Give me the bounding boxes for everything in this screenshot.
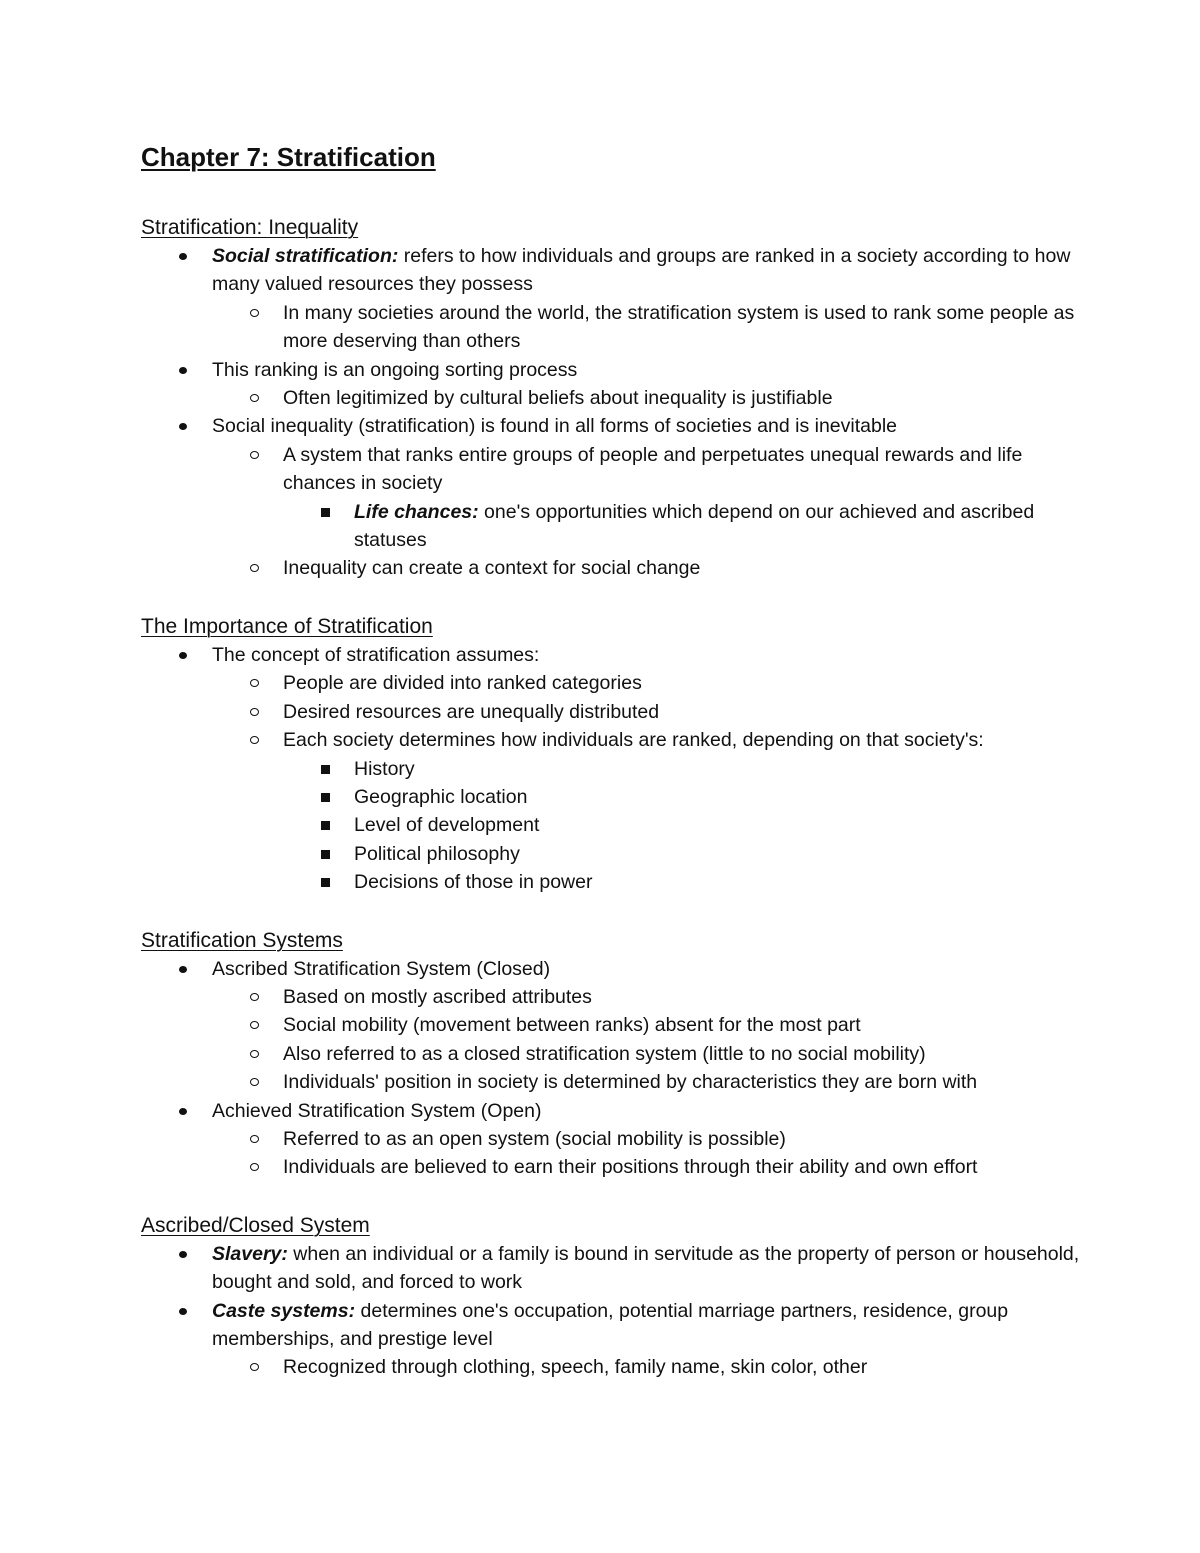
- bullet-list-level-3: [283, 498, 1081, 555]
- list-item: [141, 641, 1081, 897]
- bullet-list-level-1: [141, 1240, 1081, 1382]
- list-item-text: when an individual or a family is bound in servitude as the property of person or household, bought and sold, and forced to work: [212, 1242, 1080, 1294]
- list-item-text: Also referred to as a closed stratification system (little to no social mobility): [283, 1042, 926, 1065]
- list-item-text: Recognized through clothing, speech, family name, skin color, other: [283, 1356, 868, 1379]
- document-page: [141, 140, 1081, 1382]
- section: [141, 214, 1081, 583]
- list-item-text: Individuals' position in society is determined by characteristics they are born with: [283, 1071, 978, 1094]
- list-item: [212, 1040, 1081, 1068]
- list-item-text: refers to how individuals and groups are ranked in a society according to how many valued resources they possess: [212, 245, 1071, 296]
- list-item-text: Social mobility (movement between ranks) absent for the most part: [283, 1014, 861, 1037]
- list-item: [212, 669, 1081, 697]
- list-item: [212, 1125, 1081, 1153]
- section: [141, 1212, 1081, 1382]
- list-item: [141, 242, 1081, 356]
- bullet-list-level-2: [212, 669, 1081, 896]
- list-item-text: This ranking is an ongoing sorting process: [212, 358, 578, 381]
- defined-term: Slavery:: [212, 1242, 288, 1265]
- list-item: [141, 356, 1081, 413]
- list-item-text: Level of development: [354, 814, 540, 837]
- list-item: [212, 1153, 1081, 1181]
- list-item: [141, 1297, 1081, 1382]
- bullet-list-level-1: [141, 955, 1081, 1182]
- section-heading: The Importance of Stratification: [141, 614, 433, 638]
- list-item-text: The concept of stratification assumes:: [212, 643, 540, 666]
- list-item: [212, 983, 1081, 1011]
- section: [141, 927, 1081, 1182]
- defined-term: Social stratification:: [212, 245, 399, 267]
- bullet-list-level-1: [141, 641, 1081, 897]
- list-item-text: Achieved Stratification System (Open): [212, 1099, 542, 1122]
- list-item-text: People are divided into ranked categories: [283, 672, 642, 695]
- list-item-text: Based on mostly ascribed attributes: [283, 985, 592, 1008]
- list-item-text: In many societies around the world, the stratification system is used to rank some people as more deserving than others: [283, 301, 1075, 353]
- list-item-text: Individuals are believed to earn their positions through their ability and own effort: [283, 1156, 978, 1179]
- list-item: [212, 441, 1081, 555]
- list-item: [212, 299, 1081, 356]
- section-heading: Ascribed/Closed System: [141, 1213, 370, 1237]
- section-heading: Stratification Systems: [141, 928, 343, 952]
- list-item: [141, 1097, 1081, 1182]
- bullet-list-level-2: [212, 1353, 1081, 1381]
- list-item-text: History: [354, 757, 415, 780]
- list-item: [212, 1011, 1081, 1039]
- list-item: [212, 1353, 1081, 1381]
- list-item-text: Desired resources are unequally distributed: [283, 700, 660, 723]
- list-item: [212, 1068, 1081, 1096]
- defined-term: Life chances:: [354, 500, 479, 523]
- bullet-list-level-3: [283, 755, 1081, 897]
- list-item: [212, 384, 1081, 412]
- list-item-text: Often legitimized by cultural beliefs about inequality is justifiable: [283, 387, 833, 410]
- list-item-text: Geographic location: [354, 785, 528, 808]
- list-item: [141, 1240, 1081, 1297]
- list-item: [141, 955, 1081, 1097]
- page-title: Chapter 7: Stratification: [141, 142, 436, 172]
- list-item: [212, 698, 1081, 726]
- list-item: [283, 783, 1081, 811]
- list-item: [212, 726, 1081, 896]
- list-item-text: Political philosophy: [354, 842, 520, 865]
- defined-term: Caste systems:: [212, 1299, 356, 1322]
- list-item: [141, 412, 1081, 582]
- list-item: [283, 840, 1081, 868]
- bullet-list-level-2: [212, 384, 1081, 412]
- list-item-text: Social inequality (stratification) is found in all forms of societies and is inevitable: [212, 415, 897, 438]
- list-item-text: Decisions of those in power: [354, 871, 593, 894]
- list-item: [283, 755, 1081, 783]
- list-item: [283, 868, 1081, 896]
- list-item: [283, 498, 1081, 555]
- bullet-list-level-1: [141, 242, 1081, 583]
- bullet-list-level-2: [212, 1125, 1081, 1182]
- list-item: [212, 554, 1081, 582]
- list-item-text: A system that ranks entire groups of people and perpetuates unequal rewards and life chances in society: [283, 443, 1023, 495]
- list-item-text: one's opportunities which depend on our achieved and ascribed statuses: [354, 500, 1035, 552]
- section: [141, 613, 1081, 897]
- list-item-text: Referred to as an open system (social mobility is possible): [283, 1127, 786, 1150]
- bullet-list-level-2: [212, 441, 1081, 583]
- list-item-text: determines one's occupation, potential marriage partners, residence, group memberships, and prestige level: [212, 1299, 1009, 1350]
- bullet-list-level-2: [212, 299, 1081, 356]
- list-item-text: Inequality can create a context for social change: [283, 557, 701, 580]
- list-item-text: Ascribed Stratification System (Closed): [212, 957, 551, 980]
- sections-container: [141, 214, 1081, 1382]
- list-item-text: Each society determines how individuals are ranked, depending on that society's:: [283, 729, 984, 752]
- list-item: [283, 811, 1081, 839]
- section-heading: Stratification: Inequality: [141, 216, 359, 239]
- bullet-list-level-2: [212, 983, 1081, 1097]
